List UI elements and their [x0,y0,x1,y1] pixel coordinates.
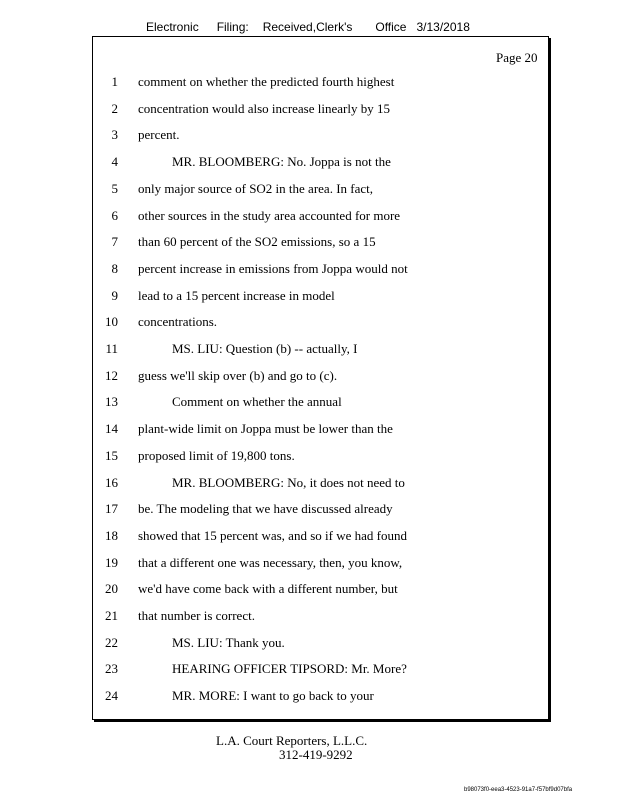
transcript-line: plant-wide limit on Joppa must be lower than the [138,421,393,437]
filing-header-office: Office [375,20,407,34]
line-number: 17 [105,501,118,517]
line-number: 3 [111,127,118,143]
footer-company: L.A. Court Reporters, L.L.C. [216,733,368,748]
line-number: 6 [111,207,118,223]
line-number: 1 [111,74,118,89]
transcript-line: concentrations. [138,314,218,330]
transcript-line: only major source of SO2 in the area. In fact, [138,180,374,196]
transcript-line: MR. BLOOMBERG: No, it does not need to [172,474,405,490]
transcript-line: that a different one was necessary, then, you know, [138,554,403,570]
transcript-line: percent. [138,127,180,143]
transcript-line: be. The modeling that we have discussed already [138,501,393,517]
line-number: 10 [105,314,118,330]
transcript-line: lead to a 15 percent increase in model [138,287,335,303]
line-number: 15 [105,447,118,463]
line-number: 23 [105,661,118,677]
transcript-line: MR. BLOOMBERG: No. Joppa is not the [172,154,391,170]
line-number: 20 [105,581,118,597]
line-number: 7 [111,234,118,250]
transcript-line: MS. LIU: Thank you. [172,634,285,650]
transcript-line: comment on whether the predicted fourth highest [138,74,395,89]
transcript-line: MR. MORE: I want to go back to your [172,688,374,704]
line-number: 5 [111,180,118,196]
transcript-line: proposed limit of 19,800 tons. [138,447,295,463]
line-number: 2 [111,100,118,116]
transcript-line: percent increase in emissions from Joppa would not [138,260,408,276]
document-id: b98073f0-eea3-4523-91a7-f57bf9d07bfa [464,787,573,793]
line-number: 12 [105,367,118,383]
transcript-line: that number is correct. [138,608,255,623]
filing-header [146,20,470,34]
line-number: 24 [105,688,118,704]
transcript-line: we'd have come back with a different number, but [138,581,398,597]
line-number: 4 [111,154,118,170]
line-number: 16 [105,474,118,490]
line-number: 11 [105,341,118,356]
footer-phone: 312-419-9292 [279,747,353,762]
line-number: 22 [105,634,118,650]
page-number: Page 20 [496,50,538,65]
line-number: 14 [105,421,118,437]
line-number: 13 [105,394,118,410]
transcript-line: than 60 percent of the SO2 emissions, so a 15 [138,234,376,250]
filing-header-electronic: Electronic [146,20,199,34]
line-number: 8 [111,260,118,276]
line-number: 9 [111,287,118,303]
transcript-line: guess we'll skip over (b) and go to (c). [138,367,338,383]
transcript-line: Comment on whether the annual [172,394,342,410]
transcript-line: concentration would also increase linearly by 15 [138,100,390,116]
filing-header-date: 3/13/2018 [416,20,470,34]
transcript-line: showed that 15 percent was, and so if we had found [138,527,407,543]
transcript-line: MS. LIU: Question (b) -- actually, I [172,341,358,356]
filing-header-filing: Filing: [216,20,249,34]
filing-header-received: Received,Clerk's [262,20,353,34]
transcript-line: HEARING OFFICER TIPSORD: Mr. More? [172,661,407,677]
line-number: 19 [105,554,118,570]
transcript-line: other sources in the study area accounted for more [138,207,401,223]
line-number: 21 [105,608,118,623]
line-number: 18 [105,527,118,543]
